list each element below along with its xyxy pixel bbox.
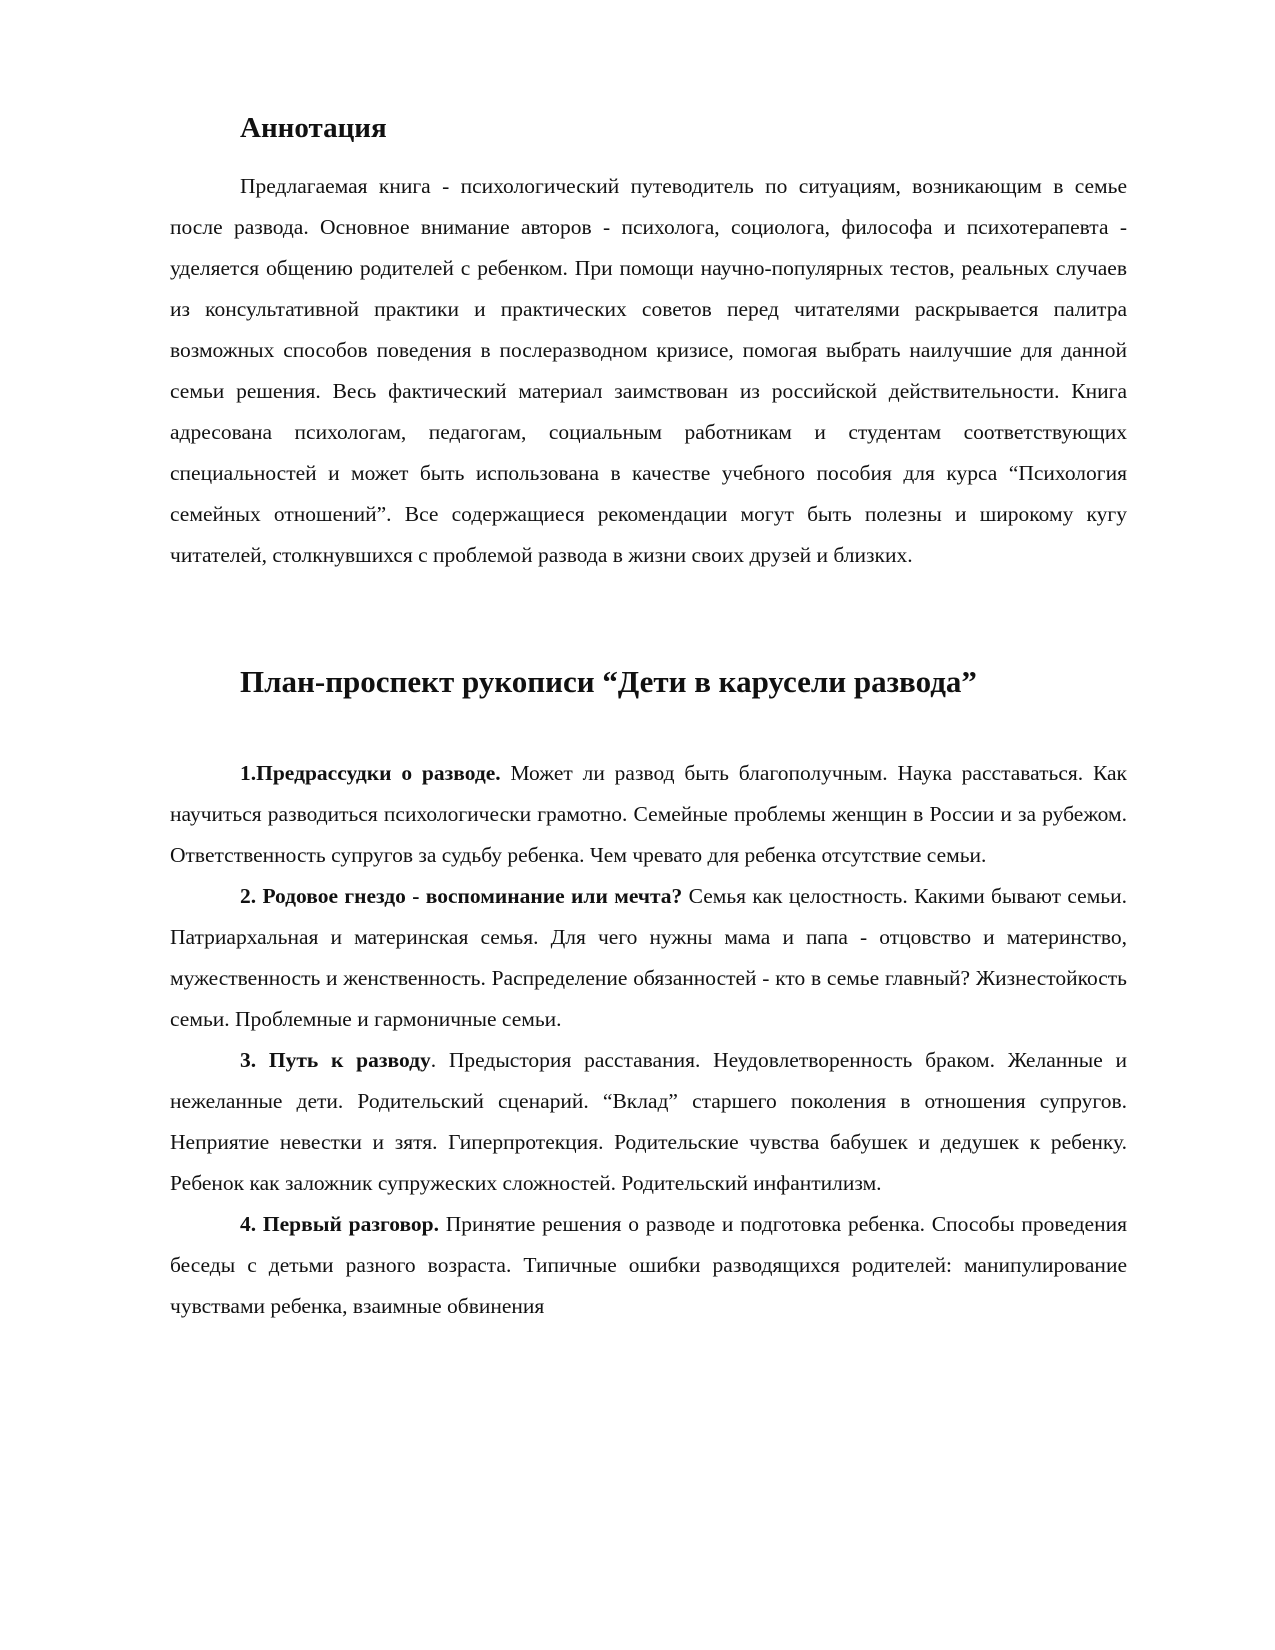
section-text: Семья как целостность. Какими бывают семьи. Патриархальная и материнская семья. Для чего нужны мама и папа - отцовство и материнство, мужественность и женственность. Распределение обязанностей - кто в семье главный? Жизнестойкость семьи. Проблемные и гармоничные семьи. xyxy=(170,884,1127,1031)
section-text: . Предыстория расставания. Неудовлетворенность браком. Желанные и нежеланные дети. Родительский сценарий. “Вклад” старшего поколения в отношения супругов. Неприятие невестки и зятя. Гиперпротекция. Родительские чувства бабушек и дедушек к ребенку. Ребенок как заложник супружеских сложностей. Родительский инфантилизм. xyxy=(170,1048,1127,1195)
annotation-paragraph: Предлагаемая книга - психологический путеводитель по ситуациям, возникающим в семье после развода. Основное внимание авторов - психолога, социолога, философа и психотерапевта - уделяется общению родителей с ребенком. При помощи научно-популярных тестов, реальных случаев из консультативной практики и практических советов перед читателями раскрывается палитра возможных способов поведения в послеразводном кризисе, помогая выбрать наилучшие для данной семьи решения. Весь фактический материал заимствован из российской действительности. Книга адресована психологам, педагогам, социальным работникам и студентам соответствующих специальностей и может быть использована в качестве учебного пособия для курса “Психология семейных отношений”. Все содержащиеся рекомендации могут быть полезны и широкому кугу читателей, столкнувшихся с проблемой развода в жизни своих друзей и близких. xyxy=(170,174,1127,567)
section-heading: 4. Первый разговор. xyxy=(240,1212,440,1236)
plan-section-4 xyxy=(170,1204,1127,1327)
section-text: Принятие решения о разводе и подготовка ребенка. Способы проведения беседы с детьми разного возраста. Типичные ошибки разводящихся родителей: манипулирование чувствами ребенка, взаимные обвинения xyxy=(170,1212,1127,1318)
plan-section-3 xyxy=(170,1040,1127,1204)
section-heading: 2. Родовое гнездо - воспоминание или мечта? xyxy=(240,884,683,908)
plan-section-2 xyxy=(170,876,1127,1040)
plan-sections xyxy=(170,753,1127,1327)
annotation-title: Аннотация xyxy=(240,112,387,144)
plan-section-1 xyxy=(170,753,1127,876)
plan-title: План-проспект рукописи “Дети в карусели развода” xyxy=(240,664,977,699)
annotation-body xyxy=(170,166,1127,576)
section-text: Может ли развод быть благополучным. Наука расставаться. Как научиться разводиться психологически грамотно. Семейные проблемы женщин в России и за рубежом. Ответственность супругов за судьбу ребенка. Чем чревато для ребенка отсутствие семьи. xyxy=(170,761,1127,867)
section-heading: 3. Путь к разводу xyxy=(240,1048,431,1072)
section-heading: 1.Предрассудки о разводе. xyxy=(240,761,501,785)
